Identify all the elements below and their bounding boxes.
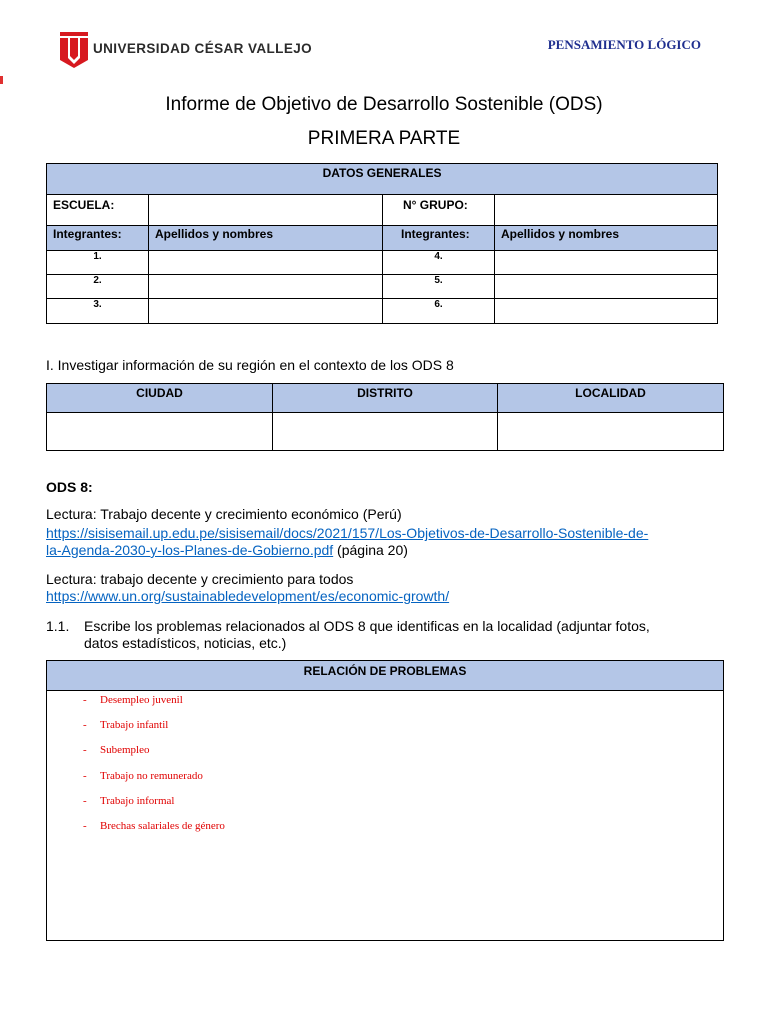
group-field[interactable] xyxy=(495,195,718,226)
members-label-right: Integrantes: xyxy=(383,226,495,251)
reading-1-link-cont[interactable]: la-Agenda-2030-y-los-Planes-de-Gobierno.pdf xyxy=(46,542,334,558)
reading-2-link-row xyxy=(46,588,449,605)
school-label: ESCUELA: xyxy=(47,195,149,226)
locality-header: LOCALIDAD xyxy=(498,384,724,413)
member-number: 4. xyxy=(383,251,495,275)
names-label-right: Apellidos y nombres xyxy=(495,226,718,251)
problem-text: Trabajo no remunerado xyxy=(100,769,203,782)
city-header: CIUDAD xyxy=(47,384,273,413)
list-item xyxy=(47,744,723,769)
member-name-field[interactable] xyxy=(495,275,718,299)
problem-text: Trabajo informal xyxy=(100,794,175,807)
locality-field[interactable] xyxy=(498,413,724,451)
problems-header: RELACIÓN DE PROBLEMAS xyxy=(47,661,724,691)
bullet-dash: - xyxy=(83,794,87,807)
problems-body[interactable] xyxy=(47,691,724,941)
item-1-1-line2: datos estadísticos, noticias, etc.) xyxy=(84,635,287,651)
problem-text: Desempleo juvenil xyxy=(100,694,183,706)
problem-text: Brechas salariales de género xyxy=(100,819,225,832)
city-field[interactable] xyxy=(47,413,273,451)
names-label-left: Apellidos y nombres xyxy=(149,226,383,251)
reading-1-link[interactable]: https://sisisemail.up.edu.pe/sisisemail/docs/2021/157/Los-Objetivos-de-Desarrollo-Sostenible-de- xyxy=(46,525,649,541)
document-title: Informe de Objetivo de Desarrollo Sostenible (ODS) xyxy=(165,94,603,115)
course-name: PENSAMIENTO LÓGICO xyxy=(547,37,701,52)
document-subtitle: PRIMERA PARTE xyxy=(307,128,461,149)
members-label-left: Integrantes: xyxy=(47,226,149,251)
university-emblem-icon xyxy=(60,32,88,68)
list-item xyxy=(47,770,723,795)
problems-list xyxy=(47,694,723,845)
margin-mark xyxy=(0,76,3,84)
member-name-field[interactable] xyxy=(495,251,718,275)
member-name-field[interactable] xyxy=(149,251,383,275)
university-name: UNIVERSIDAD CÉSAR VALLEJO xyxy=(93,41,313,56)
reading-1-link-line2-row xyxy=(46,542,408,559)
reading-1-label: Lectura: Trabajo decente y crecimiento económico (Perú) xyxy=(46,506,402,522)
reading-1-page: (página 20) xyxy=(333,542,408,558)
item-1-1-line1: Escribe los problemas relacionados al ODS 8 que identificas en la localidad (adjuntar fotos, xyxy=(84,618,650,634)
list-item xyxy=(47,820,723,845)
general-data-table xyxy=(46,163,718,324)
problem-text: Subempleo xyxy=(100,744,150,757)
member-number: 1. xyxy=(47,251,149,275)
district-header: DISTRITO xyxy=(273,384,498,413)
member-name-field[interactable] xyxy=(495,299,718,324)
bullet-dash: - xyxy=(83,694,87,706)
reading-1-link-line1 xyxy=(46,525,648,542)
item-1-1-number: 1.1. xyxy=(46,618,70,634)
district-field[interactable] xyxy=(273,413,498,451)
list-item xyxy=(47,719,723,744)
member-number: 5. xyxy=(383,275,495,299)
member-number: 2. xyxy=(47,275,149,299)
problem-text: Trabajo infantil xyxy=(100,719,169,732)
bullet-dash: - xyxy=(83,769,87,782)
location-table xyxy=(46,383,724,451)
section-1-heading: I. Investigar información de su región en el contexto de los ODS 8 xyxy=(46,357,454,373)
member-number: 6. xyxy=(383,299,495,324)
group-label: N° GRUPO: xyxy=(383,195,495,226)
university-logo xyxy=(60,30,313,70)
school-field[interactable] xyxy=(149,195,383,226)
general-data-header: DATOS GENERALES xyxy=(47,164,718,195)
ods-heading: ODS 8: xyxy=(46,479,93,495)
member-number: 3. xyxy=(47,299,149,324)
bullet-dash: - xyxy=(83,819,87,832)
list-item xyxy=(47,694,723,719)
member-name-field[interactable] xyxy=(149,299,383,324)
reading-2-link[interactable]: https://www.un.org/sustainabledevelopment/es/economic-growth/ xyxy=(46,588,450,604)
reading-2-label: Lectura: trabajo decente y crecimiento para todos xyxy=(46,571,354,587)
problems-table xyxy=(46,660,724,941)
bullet-dash: - xyxy=(83,719,87,732)
list-item xyxy=(47,795,723,820)
member-name-field[interactable] xyxy=(149,275,383,299)
bullet-dash: - xyxy=(83,744,87,757)
